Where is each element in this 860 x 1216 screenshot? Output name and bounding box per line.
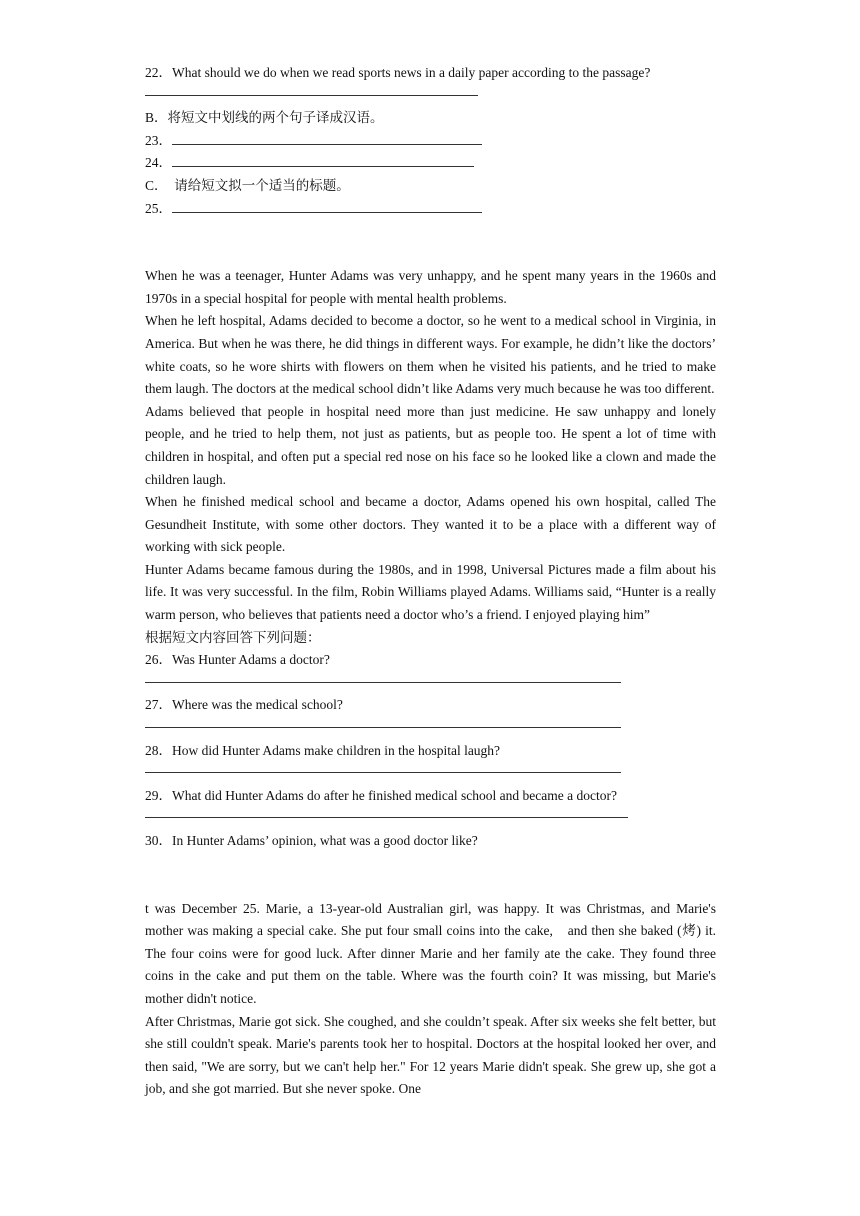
answer-line-27[interactable] xyxy=(145,717,716,740)
document-page xyxy=(145,62,716,1101)
answer-line-26[interactable] xyxy=(145,672,716,695)
paragraph: Adams believed that people in hospital need more than just medicine. He saw unhappy and lonely people, and he tried to help them, not just as patients, but as people too. He spent a lot of time with children in hospital, and often put a special red nose on his face so he looked like a clown and made the children laugh. xyxy=(145,403,716,487)
answer-line-22[interactable] xyxy=(145,85,716,108)
question-22: 22．What should we do when we read sports news in a daily paper according to the passage? xyxy=(145,65,651,80)
answer-instruction: 根据短文内容回答下列问题： xyxy=(145,629,321,645)
question-29: 29．What did Hunter Adams do after he finished medical school and became a doctor? xyxy=(145,787,617,803)
part-c-instruction: C． 请给短文拟一个适当的标题。 xyxy=(145,177,350,193)
answer-blank-25[interactable] xyxy=(172,198,482,213)
part-b-instruction: B．将短文中划线的两个句子译成汉语。 xyxy=(145,110,384,126)
question-26: 26．Was Hunter Adams a doctor? xyxy=(145,652,330,668)
passage-hunter-adams xyxy=(145,265,716,852)
paragraph: When he finished medical school and became a doctor, Adams opened his own hospital, called The Gesundheit Institute, with some other doctors. They wanted it to be a place with a different way of working with sick people. xyxy=(145,494,716,555)
answer-line-29[interactable] xyxy=(145,807,716,830)
paragraph: Hunter Adams became famous during the 1980s, and in 1998, Universal Pictures made a film about his life. It was very successful. In the film, Robin Williams played Adams. Williams said, “Hunter is a really warm person, who believes that patients need a doctor who’s a friend. I enjoyed playing him” xyxy=(145,561,716,623)
answer-blank-24[interactable] xyxy=(172,152,474,167)
paragraph: After Christmas, Marie got sick. She coughed, and she couldn’t speak. After six weeks she felt better, but she still couldn't speak. Marie's parents took her to hospital. Doctors at the hospital looked her over, and then said, "We are sorry, but we can't help her." For 12 years Marie didn't speak. She grew up, she got a job, and she got married. But she never spoke. One xyxy=(145,1013,716,1097)
question-28: 28．How did Hunter Adams make children in the hospital laugh? xyxy=(145,742,501,758)
answer-blank-23[interactable] xyxy=(172,130,482,145)
paragraph: t was December 25. Marie, a 13-year-old Australian girl, was happy. It was Christmas, and Marie's mother was making a special cake. She put four small coins into the cake, and then she baked (烤) it. The four coins were for good luck. After dinner Marie and her family ate the cake. They found three coins in the cake and put them on the table. Where was the fourth coin? It was missing, but Marie's mother didn't notice. xyxy=(145,900,716,1006)
paragraph: When he left hospital, Adams decided to become a doctor, so he went to a medical school in Virginia, in America. But when he was there, he did things in different ways. For example, he didn’t like the doctors’ white coats, so he wore shirts with flowers on them when he visited his patients, and he tried to make them laugh. The doctors at the medical school didn’t like Adams very much because he was too different. xyxy=(145,313,716,397)
question-27: 27．Where was the medical school? xyxy=(145,697,343,713)
passage-marie xyxy=(145,898,716,1101)
question-30: 30．In Hunter Adams’ opinion, what was a good doctor like? xyxy=(145,833,478,848)
question-25: 25． xyxy=(145,198,716,221)
paragraph: When he was a teenager, Hunter Adams was very unhappy, and he spent many years in the 1960s and 1970s in a special hospital for people with mental health problems. xyxy=(145,268,716,306)
answer-line-28[interactable] xyxy=(145,762,716,785)
question-23: 23． xyxy=(145,130,716,153)
question-24: 24． xyxy=(145,152,716,175)
